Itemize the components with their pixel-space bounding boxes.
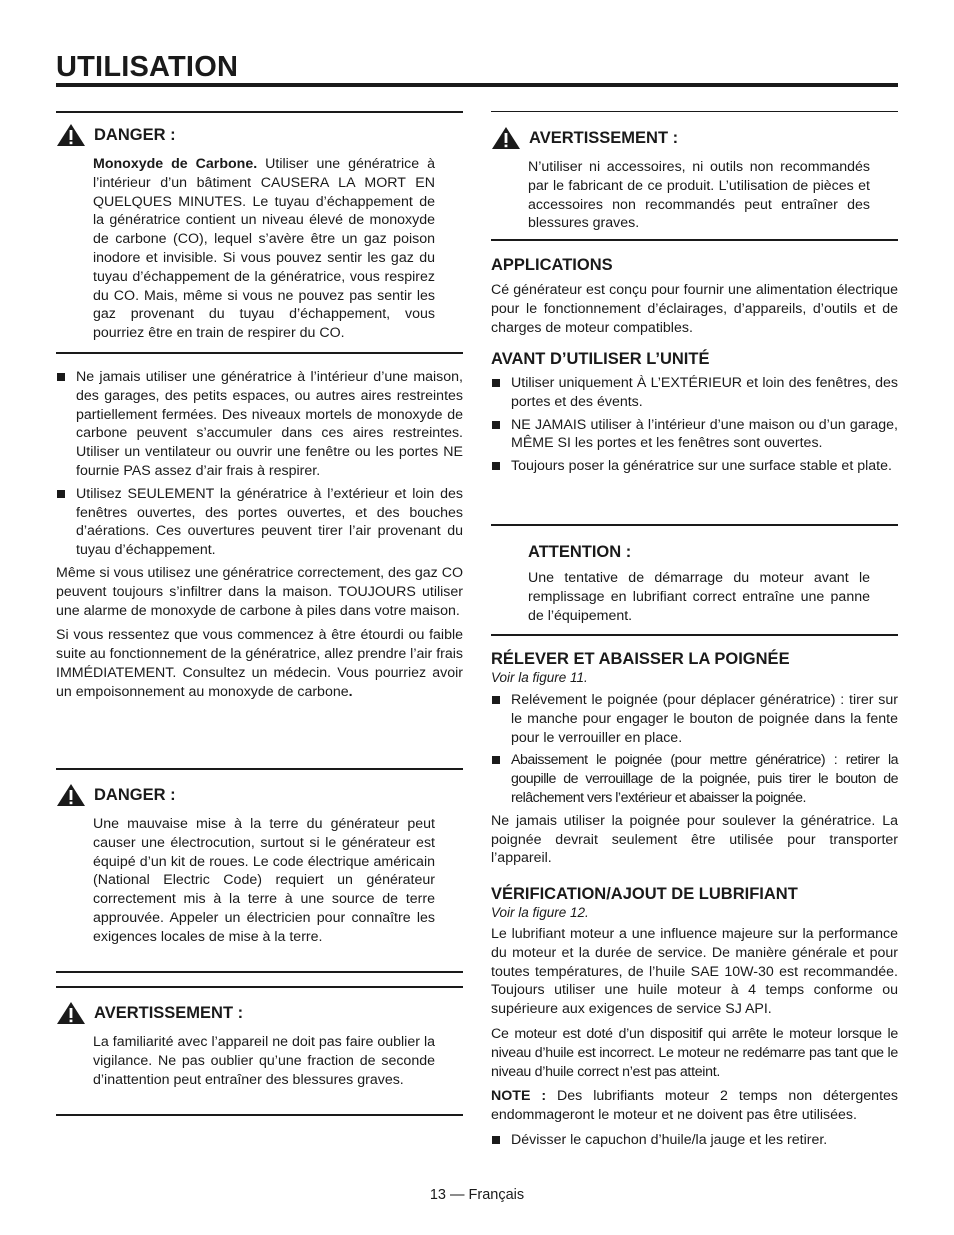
warning-right-top-rule (491, 111, 898, 112)
paragraph-co-alarm: Même si vous utilisez une génératrice correctement, des gaz CO peuvent toujours s’infiltrer dans la maison. TOUJOURS utiliser une alarme de monoxyde de carbone à piles dans votre maison. (56, 564, 463, 619)
warning-box-vigilance (56, 1001, 463, 1089)
handle-section (491, 649, 898, 874)
lubricant-section (491, 884, 898, 1154)
danger1-bottom-rule (56, 352, 463, 354)
list-item: Toujours poser la génératrice sur une surface stable et plate. (491, 457, 898, 476)
warning-box-accessories (491, 126, 898, 233)
warning-triangle-icon (491, 126, 521, 150)
list-item: Utilisez SEULEMENT la génératrice à l’extérieur et loin des fenêtres ouvertes, des portes ouvertes, et des bouches d’aérations. Ces ouvertures peuvent tirer l’air provenant du tuyau d’échappement. (56, 485, 463, 560)
danger1-top-rule (56, 111, 463, 113)
page-title: UTILISATION (56, 51, 239, 83)
danger1-title: DANGER : (94, 126, 176, 144)
warning-left-top-rule (56, 986, 463, 988)
before-use-heading: AVANT D’UTILISER L’UNITÉ (491, 350, 710, 368)
handle-caption: Voir la figure 11. (491, 670, 588, 685)
danger2-bottom-rule (56, 971, 463, 973)
before-use-section (491, 349, 898, 480)
warning-right-text: N’utiliser ni accessoires, ni outils non recommandés par le fabricant de ce produit. L’utilisation de pièces et accessoires non recommandés peut entraîner des blessures graves. (528, 159, 870, 232)
page-footer: 13 — Français (429, 1187, 525, 1203)
lubricant-para2: Ce moteur est doté d’un dispositif qui arrête le moteur lorsque le niveau d’huile est incorrect. Le moteur ne redémarre pas tant que le niveau d’huile correct n’est pas atteint. (491, 1025, 898, 1080)
list-item: Ne jamais utiliser une génératrice à l’intérieur d’une maison, des garages, des petits espaces, ou autres aires restreintes partiellement fermées. Des niveaux mortels de monoxyde de carbone peuvent s’accumuler dans ces aires restreintes. Utiliser un ventilateur ou ouvrir une fenêtre ou les portes NE fournie PAS assez d’air frais à respirer. (56, 368, 463, 481)
warning-left-title: AVERTISSEMENT : (94, 1004, 244, 1022)
warning-left-bottom-rule (56, 1114, 463, 1116)
list-item: Relévement le poignée (pour déplacer génératrice) : tirer sur le manche pour engager le bouton de poignée dans la fente pour le verrouiller en place. (491, 691, 898, 747)
warning-triangle-icon (56, 1001, 86, 1025)
danger-box-grounding (56, 783, 463, 947)
list-item: Utiliser uniquement À L’EXTÉRIEUR et loin des fenêtres, des portes et des évents. (491, 374, 898, 412)
applications-heading: APPLICATIONS (491, 256, 613, 274)
lubricant-note: NOTE : Des lubrifiants moteur 2 temps non détergentes endommageront le moteur et ne doivent pas être utilisées. (491, 1088, 898, 1124)
paragraph-dizziness: Si vous ressentez que vous commencez à être étourdi ou faible suite au fonctionnement de la génératrice, allez prendre l’air frais IMMÉDIATEMENT. Consultez un médecin. Vous pourriez avoir un empoisonnement au monoxyde de carbone. (56, 627, 463, 700)
warning-triangle-icon (56, 783, 86, 807)
title-rule (56, 83, 898, 87)
warning-right-bottom-rule (491, 239, 898, 241)
attention-title: ATTENTION : (528, 543, 632, 561)
attention-text: Une tentative de démarrage du moteur avant le remplissage en lubrifiant correct entraîne une panne de l’équipement. (528, 570, 870, 624)
applications-text: Cé générateur est conçu pour fournir une alimentation électrique pour le fonctionnement d’éclairages, d’appareils, d’outils et de charges de moteur compatibles. (491, 282, 898, 336)
attention-bottom-rule (491, 634, 898, 636)
danger2-title: DANGER : (94, 786, 176, 804)
handle-heading: RÉLEVER ET ABAISSER LA POIGNÉE (491, 650, 790, 668)
danger-box-carbon-monoxide (56, 123, 463, 343)
danger2-text: Une mauvaise mise à la terre du générateur peut causer une électrocution, surtout si le générateur est équipé d’un kit de roues. Le code électrique américain (National Electric Code) requiert un générateur correctement mis à la terre à une source de terre approuvée. Appeler un électricien pour connaître les exigences locales de mise à la terre. (93, 816, 435, 945)
danger1-text (93, 155, 435, 343)
attention-box (528, 542, 870, 625)
danger1-body: Utiliser une génératrice à l’intérieur d’un bâtiment CAUSERA LA MORT EN QUELQUES MINUTES. Le tuyau d’échappement de la génératrice contient un niveau élevé de monoxyde de carbone (CO), lequel s’avère être un gaz poison inodore et invisible. Si vous pouvez sentir les gaz du tuyau d’échappement de la génératrice, vous respirez du CO. Mais, même si vous ne pouvez pas sentir les gaz provenant du tuyau d’échappement, vous pourriez être en train de respirer du CO. (93, 156, 435, 342)
lubricant-para1: Le lubrifiant moteur a une influence majeure sur la performance du moteur et la durée de service. De manière générale et pour toutes températures, de l’huile SAE 10W-30 est recommandée. Toujours utiliser une huile moteur à 4 temps conforme ou supérieure aux exigences de service SJ API. (491, 926, 898, 1018)
warning-triangle-icon (56, 123, 86, 147)
lubricant-heading: VÉRIFICATION/AJOUT DE LUBRIFIANT (491, 885, 798, 903)
list-item: NE JAMAIS utiliser à l’intérieur d’une maison ou d’un garage, MÊME SI les portes et les fenêtres sont ouvertes. (491, 416, 898, 454)
co-warnings (56, 368, 463, 708)
warning-right-title: AVERTISSEMENT : (529, 129, 679, 147)
danger2-top-rule (56, 768, 463, 770)
list-item: Dévisser le capuchon d’huile/la jauge et les retirer. (491, 1131, 898, 1150)
attention-top-rule (491, 524, 898, 526)
list-item: Abaissement le poignée (pour mettre génératrice) : retirer la goupille de verrouillage de la poignée, puis tirer le bouton de relâchement vers l’extérieur et abaisser la poignée. (491, 751, 898, 807)
applications-section (491, 255, 898, 343)
handle-text: Ne jamais utiliser la poignée pour soulever la génératrice. La poignée devrait seulement être utilisée pour transporter l’appareil. (491, 812, 898, 867)
lubricant-caption: Voir la figure 12. (491, 905, 589, 920)
warning-left-text: La familiarité avec l’appareil ne doit pas faire oublier la vigilance. Ne pas oublier qu’une fraction de seconde d’inattention peut entraîner des blessures graves. (93, 1034, 435, 1088)
danger1-lead: Monoxyde de Carbone. (93, 156, 258, 172)
